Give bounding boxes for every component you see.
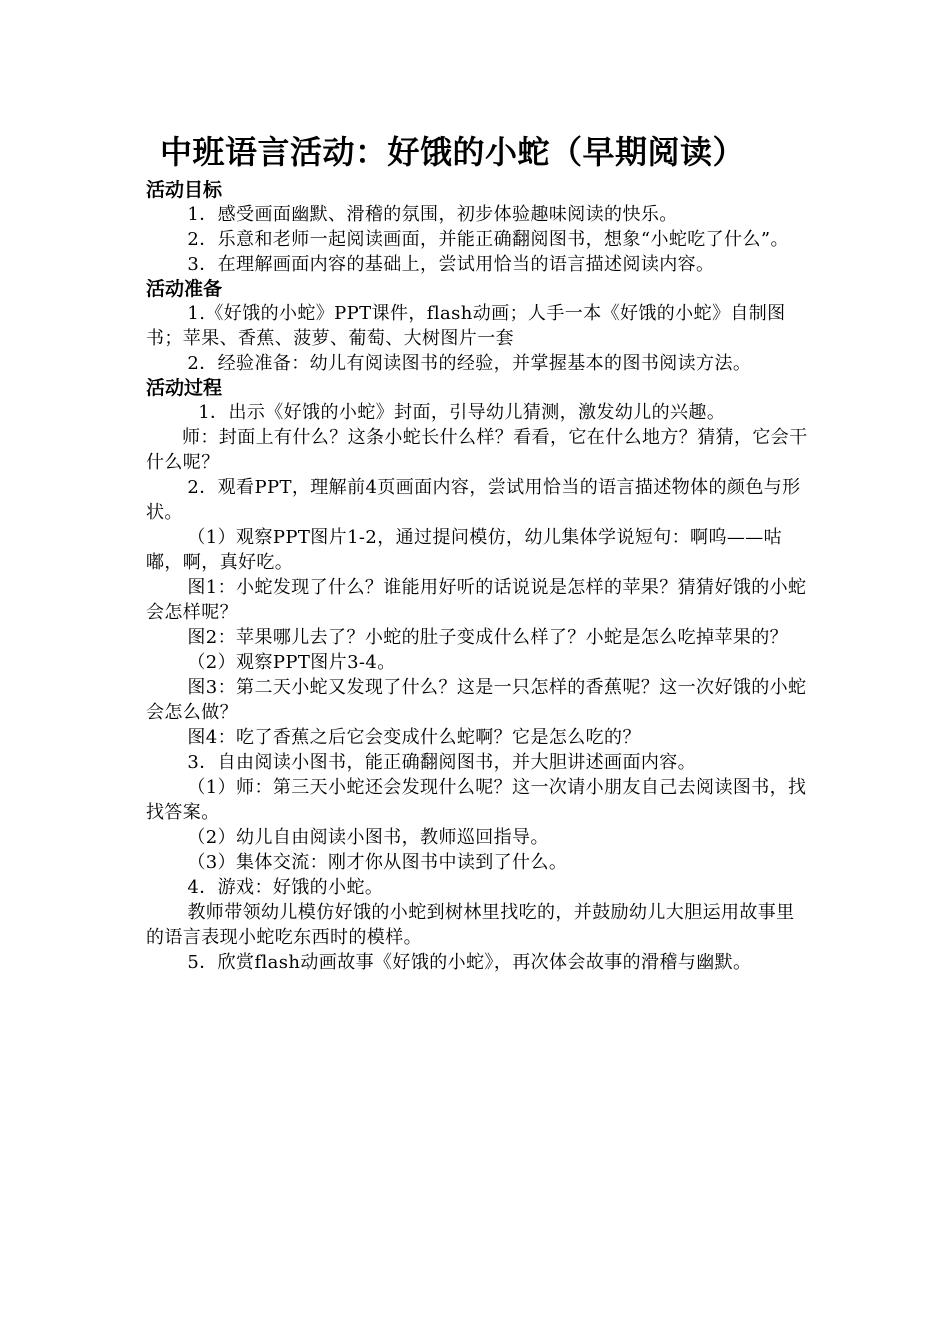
document-title: 中班语言活动：好饿的小蛇（早期阅读）: [160, 133, 746, 171]
process-step-1: 1．出示《好饿的小蛇》封面，引导幼儿猜测，激发幼儿的兴趣。: [198, 402, 726, 423]
process-step-3: 3．自由阅读小图书，能正确翻阅图书，并大胆讲述画面内容。: [187, 752, 697, 773]
process-figure-3: 图3：第二天小蛇又发现了什么？这是一只怎样的香蕉呢？这一次好饿的小蛇会怎么做？: [146, 677, 807, 723]
section-preparation: [146, 277, 810, 376]
process-step-3-sub-2: （2）幼儿自由阅读小图书，教师巡回指导。: [187, 827, 549, 848]
preparation-item-1: 1.《好饿的小蛇》PPT课件，flash动画；人手一本《好饿的小蛇》自制图书；苹果、香蕉、菠萝、葡萄、大树图片一套: [146, 303, 786, 349]
process-step-4-detail: 教师带领幼儿模仿好饿的小蛇到树林里找吃的，并鼓励幼儿大胆运用故事里的语言表现小蛇吃东西时的模样。: [146, 902, 795, 948]
process-step-2-sub-1: （1）观察PPT图片1-2，通过提问模仿，幼儿集体学说短句：啊呜——咕嘟，啊，真好吃。: [146, 527, 783, 573]
preparation-item-2: 2．经验准备：幼儿有阅读图书的经验，并掌握基本的图书阅读方法。: [187, 353, 752, 374]
process-step-4: 4．游戏：好饿的小蛇。: [187, 877, 384, 898]
document-page: [146, 130, 810, 975]
process-step-2: 2．观看PPT，理解前4页画面内容，尝试用恰当的语言描述物体的颜色与形状。: [146, 477, 801, 523]
process-step-3-sub-1: （1）师：第三天小蛇还会发现什么呢？这一次请小朋友自己去阅读图书，找找答案。: [146, 777, 807, 823]
section-heading-process: 活动过程: [146, 377, 223, 399]
process-step-5: 5．欣赏flash动画故事《好饿的小蛇》，再次体会故事的滑稽与幽默。: [187, 952, 752, 973]
section-process: [146, 376, 810, 975]
goal-item-1: 1．感受画面幽默、滑稽的氛围，初步体验趣味阅读的快乐。: [187, 204, 678, 225]
process-figure-4: 图4：吃了香蕉之后它会变成什么蛇啊？它是怎么吃的？: [187, 727, 641, 748]
goal-item-2: 2．乐意和老师一起阅读画面，并能正确翻阅图书，想象“小蛇吃了什么”。: [187, 229, 789, 250]
process-teacher-question: 师：封面上有什么？这条小蛇长什么样？看看，它在什么地方？猜猜，它会干什么呢？: [146, 427, 808, 473]
process-figure-1: 图1：小蛇发现了什么？谁能用好听的话说说是怎样的苹果？猜猜好饿的小蛇会怎样呢？: [146, 577, 807, 623]
process-figure-2: 图2：苹果哪儿去了？小蛇的肚子变成什么样了？小蛇是怎么吃掉苹果的？: [187, 627, 789, 648]
section-goals: [146, 178, 810, 277]
section-heading-goals: 活动目标: [146, 179, 223, 201]
process-step-2-sub-2: （2）观察PPT图片3-4。: [187, 652, 396, 673]
process-step-3-sub-3: （3）集体交流：刚才你从图书中读到了什么。: [187, 852, 568, 873]
section-heading-preparation: 活动准备: [146, 278, 223, 300]
goal-item-3: 3．在理解画面内容的基础上，尝试用恰当的语言描述阅读内容。: [187, 254, 715, 275]
